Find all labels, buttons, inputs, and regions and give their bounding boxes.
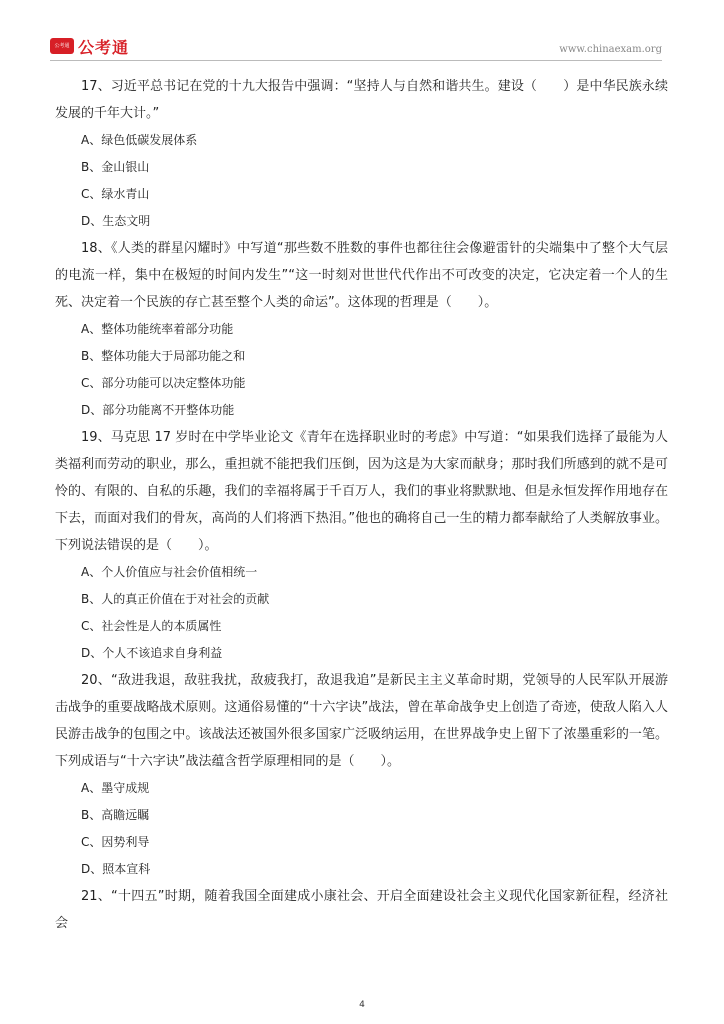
question-stem: 17、习近平总书记在党的十九大报告中强调：“坚持人与自然和谐共生。建设（ ）是中华民族永续发展的千年大计。”: [55, 79, 668, 121]
option-b: B、整体功能大于局部功能之和: [81, 349, 246, 363]
option-c: C、部分功能可以决定整体功能: [81, 376, 246, 390]
option-c: C、因势利导: [81, 835, 150, 849]
option-c: C、绿水青山: [81, 187, 150, 201]
question-stem: 21、“十四五”时期，随着我国全面建成小康社会、开启全面建设社会主义现代化国家新征程，经济社会: [55, 889, 668, 931]
page-header: [50, 34, 662, 64]
logo[interactable]: [50, 34, 129, 58]
option-a: A、个人价值应与社会价值相统一: [81, 565, 258, 579]
site-url: www.chinaexam.org: [559, 44, 662, 55]
option-b: B、金山银山: [81, 160, 150, 174]
option-b: B、高瞻远瞩: [81, 808, 150, 822]
option-d: D、个人不该追求自身利益: [81, 646, 223, 660]
question-20: [55, 667, 668, 883]
option-d: D、生态文明: [81, 214, 151, 228]
option-a: A、绿色低碳发展体系: [81, 133, 198, 147]
question-19: [55, 424, 668, 667]
option-a: A、整体功能统率着部分功能: [81, 322, 234, 336]
option-d: D、照本宣科: [81, 862, 151, 876]
option-d: D、部分功能离不开整体功能: [81, 403, 235, 417]
option-b: B、人的真正价值在于对社会的贡献: [81, 592, 270, 606]
question-17: [55, 73, 668, 235]
header-divider: [50, 60, 662, 61]
logo-badge: 公考通: [50, 38, 74, 54]
question-18: [55, 235, 668, 424]
page-number: 4: [359, 1000, 365, 1010]
question-stem: 20、“敌进我退，敌驻我扰，敌疲我打，敌退我追”是新民主主义革命时期，党领导的人民军队开展游击战争的重要战略战术原则。这通俗易懂的“十六字诀”战法，曾在革命战争史上创造了奇迹，使敌人陷入人民游击战争的包围之中。该战法还被国外很多国家广泛吸纳运用，在世界战争史上留下了浓墨重彩的一笔。下列成语与“十六字诀”战法蕴含哲学原理相同的是（ ）。: [55, 673, 668, 769]
document-body: [55, 73, 668, 937]
question-stem: 19、马克思 17 岁时在中学毕业论文《青年在选择职业时的考虑》中写道：“如果我们选择了最能为人类福利而劳动的职业，那么，重担就不能把我们压倒，因为这是为大家而献身；那时我们所感到的就不是可怜的、有限的、自私的乐趣，我们的幸福将属于千百万人，我们的事业将默默地、但是永恒发挥作用地存在下去，而面对我们的骨灰，高尚的人们将洒下热泪。”他也的确将自己一生的精力都奉献给了人类解放事业。下列说法错误的是（ ）。: [55, 430, 668, 553]
logo-text: 公考通: [78, 37, 130, 57]
question-stem: 18、《人类的群星闪耀时》中写道“那些数不胜数的事件也都往往会像避雷针的尖端集中了整个大气层的电流一样，集中在极短的时间内发生”“这一时刻对世世代代作出不可改变的决定，它决定着一个人的生死、决定着一个民族的存亡甚至整个人类的命运”。这体现的哲理是（ ）。: [55, 241, 668, 310]
option-c: C、社会性是人的本质属性: [81, 619, 222, 633]
question-21: [55, 883, 668, 937]
option-a: A、墨守成规: [81, 781, 150, 795]
